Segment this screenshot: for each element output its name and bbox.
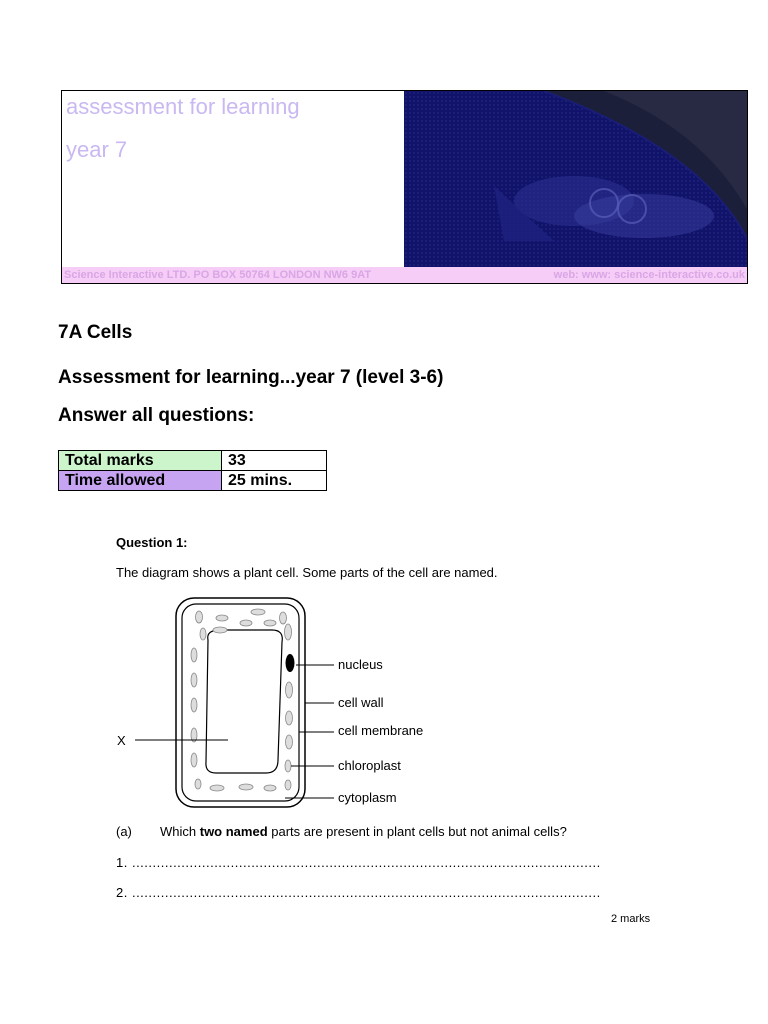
answer-line-2[interactable]: 2. .................................................................................................................. [116,885,601,900]
plant-cell-diagram [110,590,440,815]
part-a-text-bold: two named [199,824,268,839]
answer-line-1[interactable]: 1. .................................................................................................................. [116,855,601,870]
header-banner [61,90,748,284]
cytoplasm-label: cytoplasm [338,790,397,805]
part-a-text-2: parts are present in plant cells but not animal cells? [267,824,567,839]
x-label: X [117,733,126,748]
cell-membrane-label: cell membrane [338,723,424,738]
banner-image [404,91,748,267]
page-subtitle: Assessment for learning...year 7 (level 3-6) [58,367,444,388]
question-part-a [116,824,567,839]
nucleus-shape [286,654,295,672]
question-intro: The diagram shows a plant cell. Some parts of the cell are named. [116,565,498,580]
instruction-heading: Answer all questions: [58,405,255,426]
banner-text-area [62,91,404,267]
cell-wall-label: cell wall [338,695,384,710]
part-a-tag: (a) [116,824,132,839]
table-row [59,451,327,471]
banner-title: assessment for learning [66,94,300,119]
total-marks-label: Total marks [59,451,222,471]
vacuole-shape [206,630,282,773]
marks-label: 2 marks [611,913,651,925]
time-allowed-label: Time allowed [59,471,222,491]
question-heading: Question 1: [116,535,188,550]
banner-web: web: www: science-interactive.co.uk [553,269,745,281]
meta-table [58,450,327,491]
total-marks-value: 33 [222,451,327,471]
chloroplast-label: chloroplast [338,758,401,773]
banner-address: Science Interactive LTD. PO BOX 50764 LONDON NW6 9AT [64,269,372,281]
banner-footer [62,267,748,284]
time-allowed-value: 25 mins. [222,471,327,491]
page-title: 7A Cells [58,322,133,343]
part-a-text-1: Which [160,824,200,839]
table-row [59,471,327,491]
nucleus-label: nucleus [338,657,383,672]
banner-year: year 7 [66,137,128,162]
